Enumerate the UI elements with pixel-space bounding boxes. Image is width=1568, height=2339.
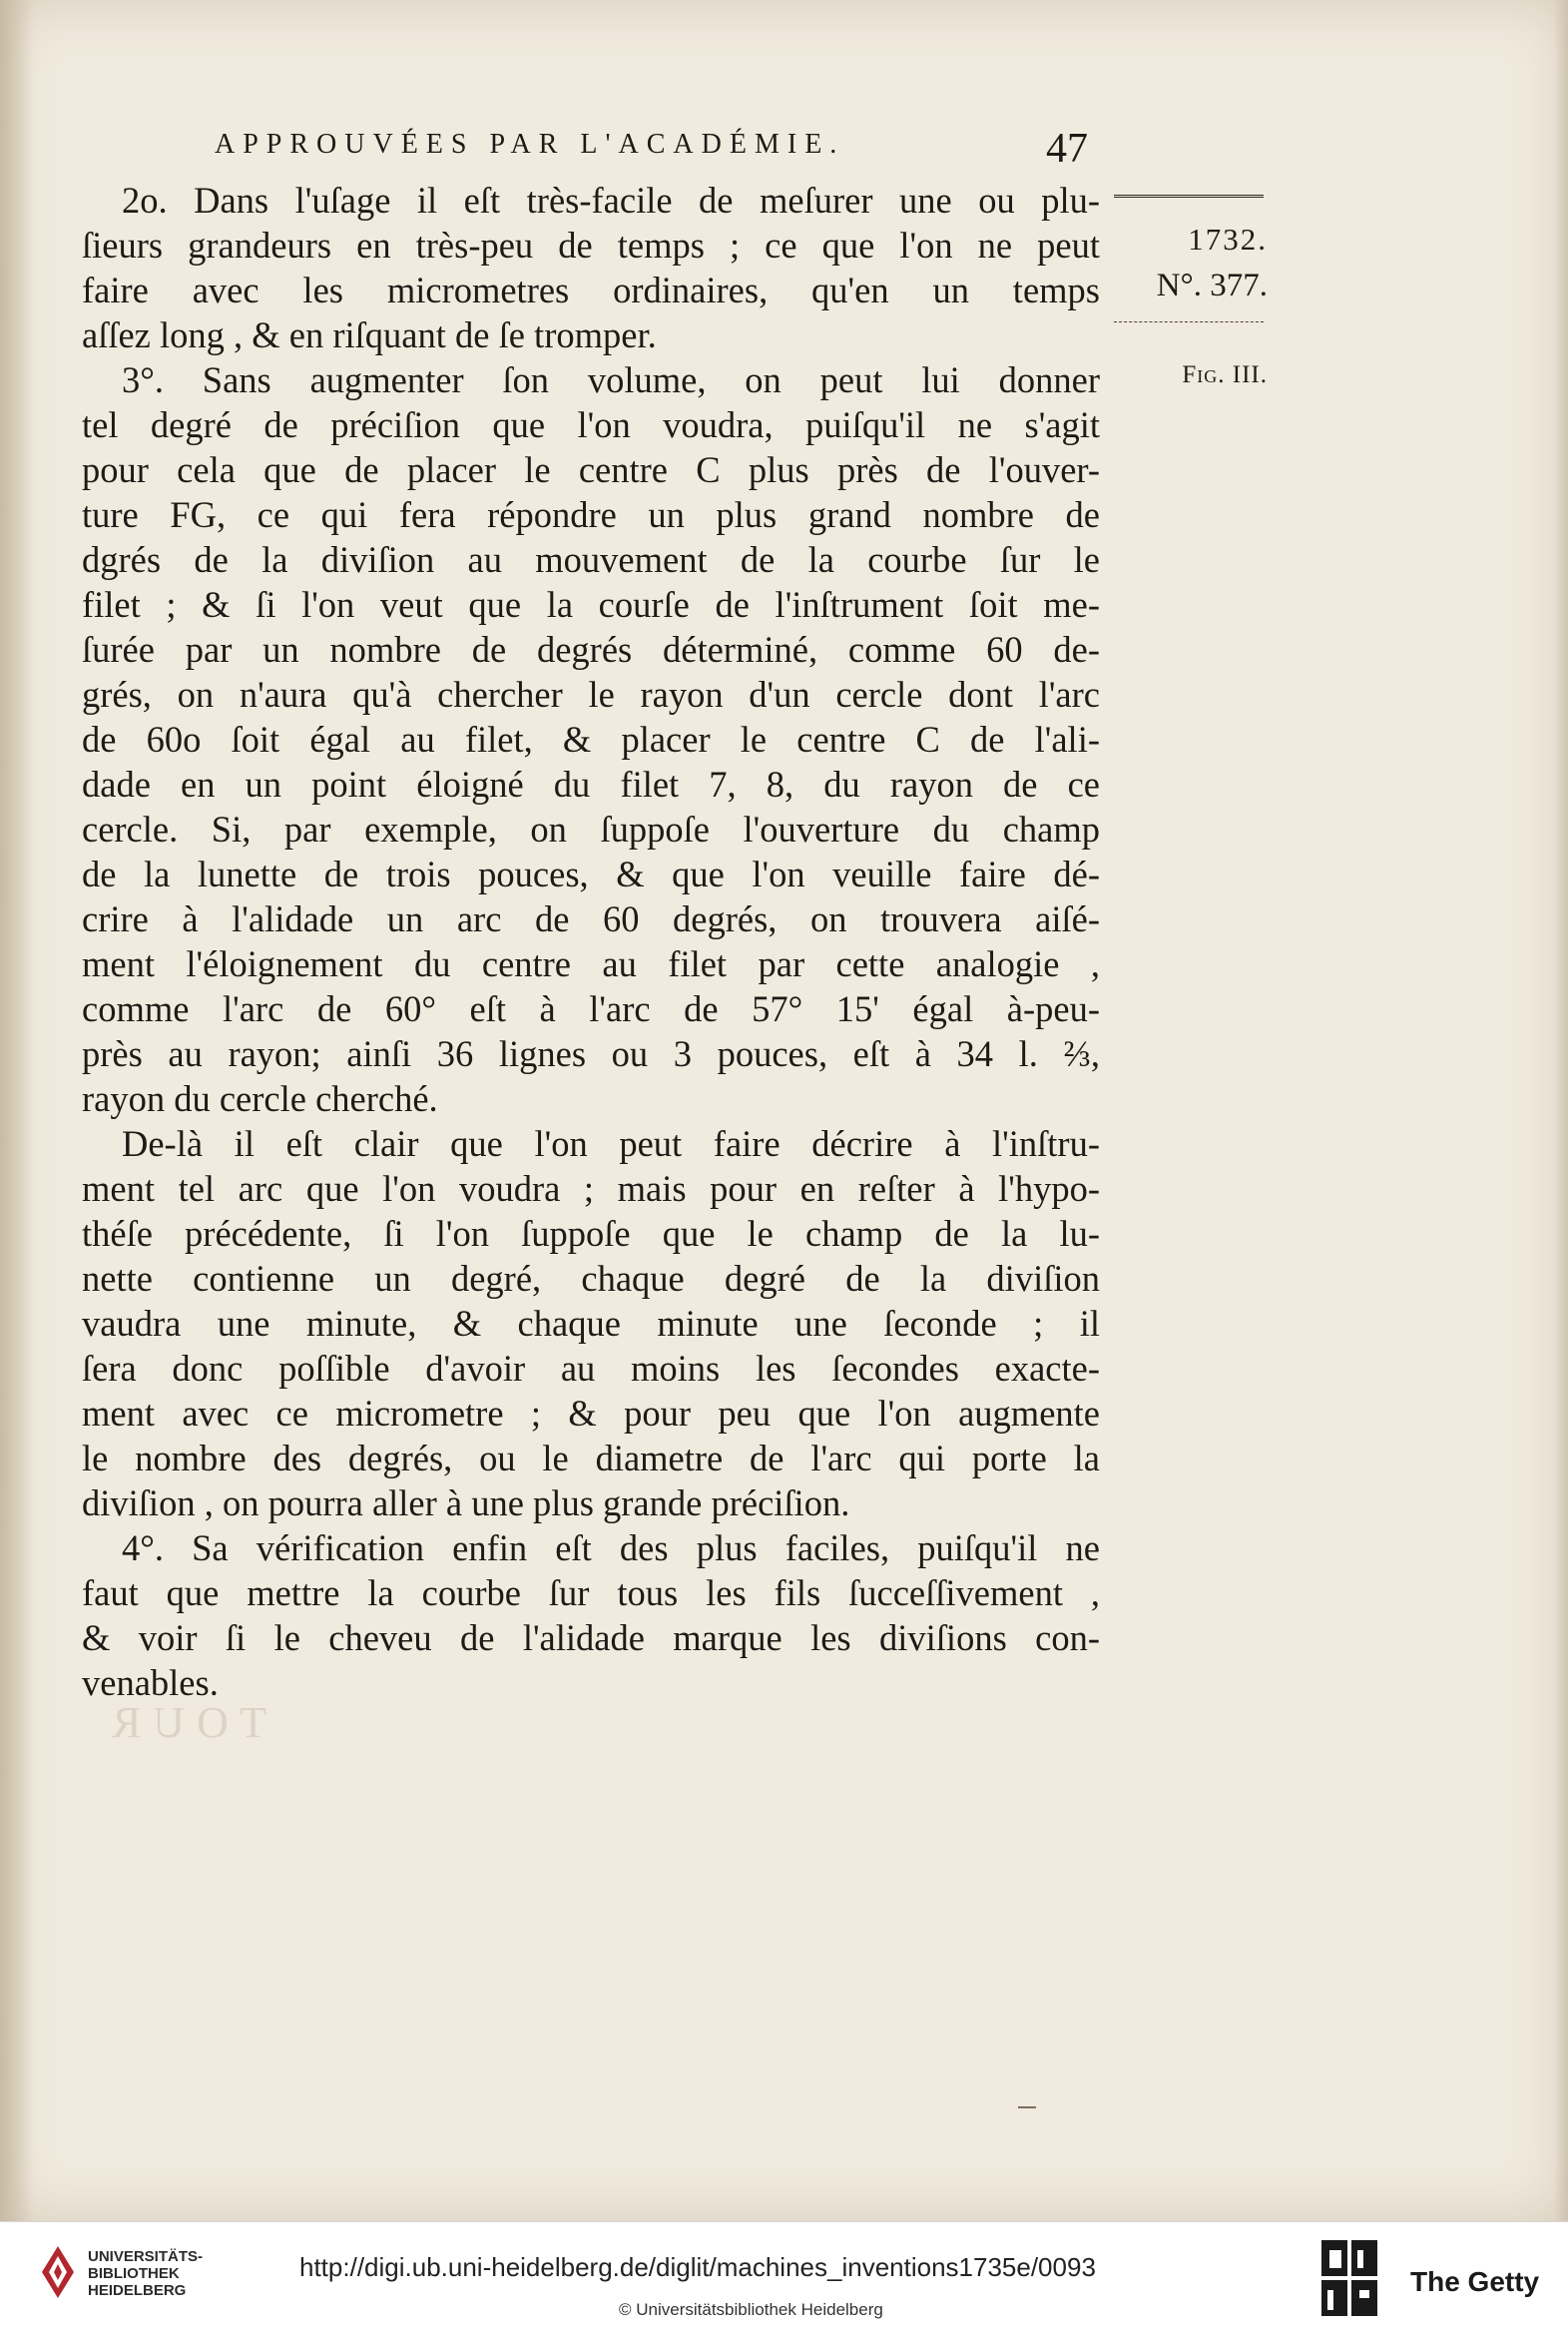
margin-rule-bottom [1114, 321, 1264, 322]
getty-name: The Getty [1410, 2266, 1540, 2297]
margin-figure-ref: Fig. III. [1182, 361, 1268, 388]
paragraph [82, 1121, 1100, 1525]
text-line: ment avec ce micrometre ; & pour peu que l'on augmente [82, 1393, 1100, 1434]
text-body [82, 178, 1100, 1705]
text-line: filet ; & ſi l'on veut que la courſe de l'inſtrument ſoit me- [82, 584, 1100, 625]
paragraph [82, 1525, 1100, 1705]
library-name-line: HEIDELBERG [88, 2282, 187, 2299]
text-line: faut que mettre la courbe ſur tous les fils ſucceſſivement , [82, 1572, 1100, 1613]
text-line: nette contienne un degré, chaque degré de la diviſion [82, 1258, 1100, 1299]
text-line: tel degré de préciſion que l'on voudra, puiſqu'il ne s'agit [82, 404, 1100, 445]
text-line: ment l'éloignement du centre au filet par cette analogie , [82, 943, 1100, 984]
text-line: près au rayon; ainſi 36 lignes ou 3 pouces, eſt à 34 l. ⅔, [82, 1033, 1100, 1074]
margin-rule-top [1114, 195, 1264, 198]
paragraph [82, 178, 1100, 357]
text-line: & voir ſi le cheveu de l'alidade marque les diviſions con- [82, 1617, 1100, 1658]
text-line: de la lunette de trois pouces, & que l'on veuille faire dé- [82, 854, 1100, 894]
page-edge-shadow-left [0, 0, 34, 2221]
permalink-url[interactable]: http://digi.ub.uni-heidelberg.de/diglit/machines_inventions1735e/0093 [299, 2252, 1096, 2282]
text-line: crire à l'alidade un arc de 60 degrés, on trouvera aiſé- [82, 898, 1100, 939]
text-line: aſſez long , & en riſquant de ſe tromper. [82, 314, 657, 355]
text-line: le nombre des degrés, ou le diametre de l'arc qui porte la [82, 1438, 1100, 1478]
text-line: ture FG, ce qui fera répondre un plus grand nombre de [82, 494, 1100, 535]
copyright-text: © Universitätsbibliothek Heidelberg [619, 2300, 883, 2319]
margin-year: 1732. [1188, 222, 1268, 257]
page-number: 47 [1046, 126, 1088, 172]
text-line: rayon du cercle cherché. [82, 1078, 438, 1119]
ink-mark [1018, 2106, 1036, 2108]
getty-logo-icon [1317, 2236, 1381, 2320]
library-name-line: BIBLIOTHEK [88, 2265, 180, 2282]
text-line: théſe précédente, ſi l'on ſuppoſe que le champ de la lu- [82, 1213, 1100, 1254]
text-line: faire avec les micrometres ordinaires, qu'en un temps [82, 270, 1100, 310]
text-line: cercle. Si, par exemple, on ſuppoſe l'ouverture du champ [82, 809, 1100, 850]
text-line: grés, on n'aura qu'à chercher le rayon d'un cercle dont l'arc [82, 674, 1100, 715]
text-line: 4°. Sa vérification enfin eſt des plus faciles, puiſqu'il ne [122, 1527, 1100, 1568]
running-head [205, 125, 1088, 175]
page-edge-shadow-right [1554, 0, 1568, 2221]
running-title: APPROUVÉES PAR L'ACADÉMIE. [215, 129, 845, 160]
text-line: venables. [82, 1662, 219, 1703]
paragraph [82, 357, 1100, 1121]
text-line: dade en un point éloigné du filet 7, 8, du rayon de ce [82, 764, 1100, 805]
text-line: pour cela que de placer le centre C plus près de l'ouver- [82, 449, 1100, 490]
show-through-text: TOUR [100, 1698, 266, 1747]
footer-bar [0, 2221, 1568, 2339]
text-line: diviſion , on pourra aller à une plus grande préciſion. [82, 1482, 850, 1523]
library-name-line: UNIVERSITÄTS- [88, 2248, 204, 2265]
text-line: 2o. Dans l'uſage il eſt très-facile de meſurer une ou plu- [122, 180, 1100, 221]
text-line: ſera donc poſſible d'avoir au moins les ſecondes exacte- [82, 1348, 1100, 1389]
margin-number: N°. 377. [1156, 268, 1268, 303]
text-line: de 60o ſoit égal au filet, & placer le centre C de l'ali- [82, 719, 1100, 760]
text-line: comme l'arc de 60° eſt à l'arc de 57° 15' égal à-peu- [82, 988, 1100, 1029]
text-line: dgrés de la diviſion au mouvement de la courbe ſur le [82, 539, 1100, 580]
text-line: 3°. Sans augmenter ſon volume, on peut lui donner [122, 359, 1100, 400]
text-line: ſurée par un nombre de degrés déterminé, comme 60 de- [82, 629, 1100, 670]
text-line: vaudra une minute, & chaque minute une ſeconde ; il [82, 1303, 1100, 1344]
library-name [88, 2248, 203, 2299]
text-line: ſieurs grandeurs en très-peu de temps ; ce que l'on ne peut [82, 225, 1100, 266]
text-line: De-là il eſt clair que l'on peut faire décrire à l'inſtru- [122, 1123, 1100, 1164]
ub-heidelberg-logo-icon [40, 2244, 76, 2302]
text-line: ment tel arc que l'on voudra ; mais pour en reſter à l'hypo- [82, 1168, 1100, 1209]
